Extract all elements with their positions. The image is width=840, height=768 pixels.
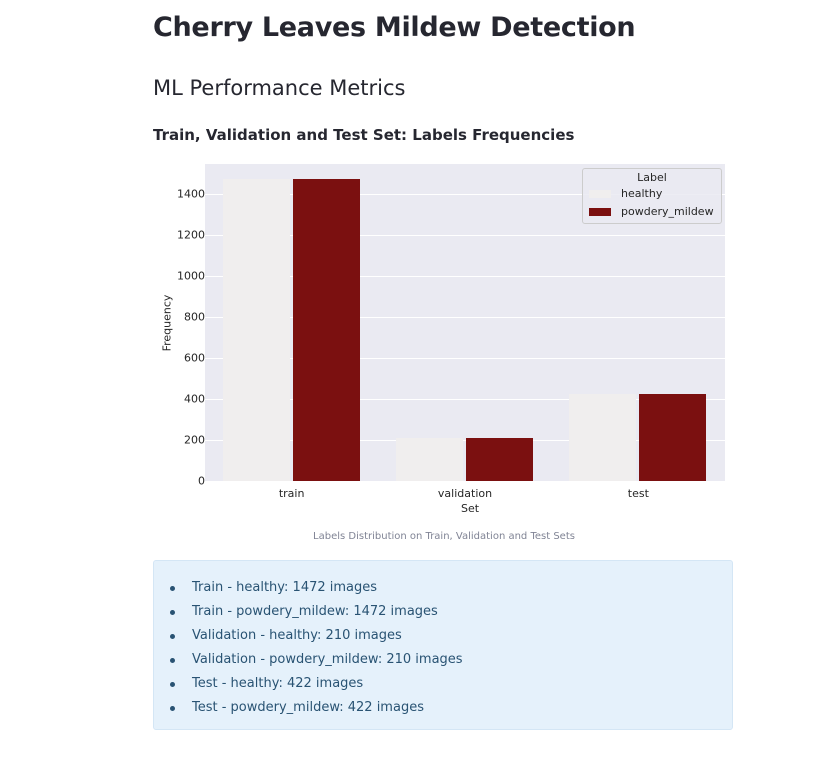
bullet-icon xyxy=(170,706,175,711)
y-tick-label: 1400 xyxy=(177,187,205,201)
y-axis-label: Frequency xyxy=(160,294,174,352)
bar-train-powdery-mildew xyxy=(293,179,360,481)
info-list xyxy=(167,578,463,722)
x-tick-label: validation xyxy=(437,487,493,500)
bullet-icon xyxy=(170,610,175,615)
bullet-icon xyxy=(170,658,175,663)
x-tick-label: train xyxy=(278,487,305,500)
chart-legend xyxy=(582,168,722,224)
y-tick-label: 200 xyxy=(184,433,205,447)
info-list-item: Test - powdery_mildew: 422 images xyxy=(167,698,463,722)
legend-swatch-powdery-mildew xyxy=(589,208,611,216)
y-tick-label: 600 xyxy=(184,351,205,365)
y-tick-label: 1000 xyxy=(177,269,205,283)
bar-validation-powdery-mildew xyxy=(466,438,533,481)
bullet-icon xyxy=(170,634,175,639)
legend-title: Label xyxy=(637,171,667,184)
x-tick-label: test xyxy=(627,487,649,500)
bar-validation-healthy xyxy=(396,438,463,481)
bullet-icon xyxy=(170,586,175,591)
legend-item-healthy: healthy xyxy=(589,187,662,200)
info-list-item: Validation - healthy: 210 images xyxy=(167,626,463,650)
bar-train-healthy xyxy=(223,179,290,481)
labels-frequency-chart xyxy=(153,155,735,525)
page-subtitle: ML Performance Metrics xyxy=(153,76,406,100)
info-list-item: Train - powdery_mildew: 1472 images xyxy=(167,602,463,626)
gridline xyxy=(205,481,725,482)
x-axis-label: Set xyxy=(460,502,480,515)
y-tick-label: 400 xyxy=(184,392,205,406)
y-tick-label: 0 xyxy=(198,474,205,488)
y-tick-label: 800 xyxy=(184,310,205,324)
info-list-item: Train - healthy: 1472 images xyxy=(167,578,463,602)
bar-test-healthy xyxy=(569,394,636,481)
section-heading: Train, Validation and Test Set: Labels Frequencies xyxy=(153,126,575,144)
info-list-item: Validation - powdery_mildew: 210 images xyxy=(167,650,463,674)
info-box xyxy=(153,560,733,730)
y-tick-label: 1200 xyxy=(177,228,205,242)
legend-swatch-healthy xyxy=(589,190,611,198)
page-title: Cherry Leaves Mildew Detection xyxy=(153,12,636,43)
bullet-icon xyxy=(170,682,175,687)
figure-caption: Labels Distribution on Train, Validation and Test Sets xyxy=(313,531,575,542)
bar-test-powdery-mildew xyxy=(639,394,706,481)
legend-item-powdery-mildew: powdery_mildew xyxy=(589,205,714,218)
info-list-item: Test - healthy: 422 images xyxy=(167,674,463,698)
